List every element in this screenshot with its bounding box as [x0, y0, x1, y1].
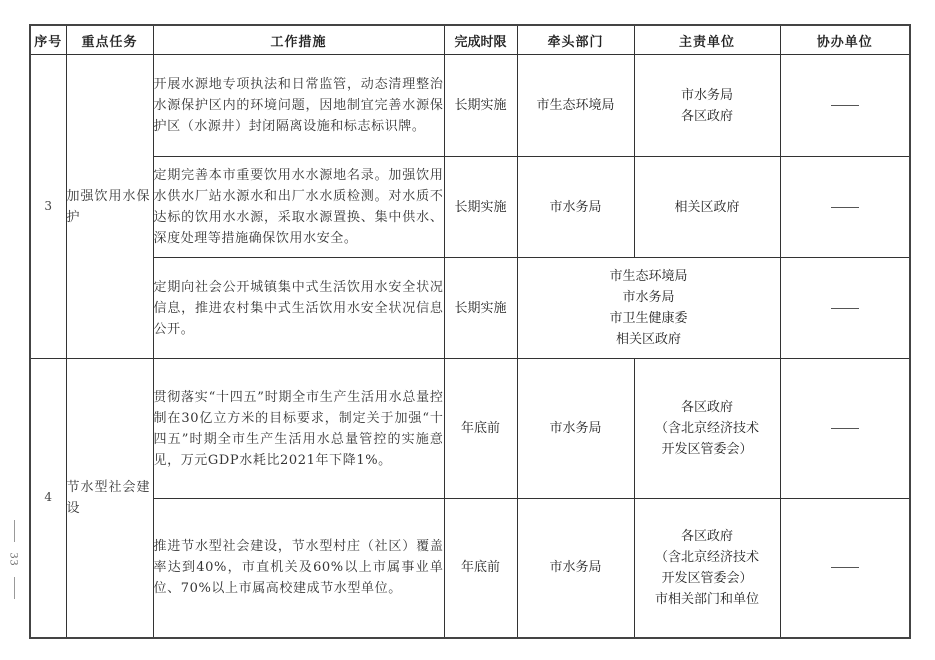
- table-row: [30, 499, 910, 638]
- responsible-line: （含北京经济技术: [654, 549, 759, 565]
- dash-placeholder: [831, 308, 859, 309]
- deadline-cell: 长期实施: [444, 55, 517, 157]
- dash-placeholder: [831, 207, 859, 208]
- lead-cell: 市水务局: [517, 359, 634, 499]
- responsible-line: 开发区管委会）: [661, 442, 753, 457]
- measure-cell: 推进节水型社会建设，节水型村庄（社区）覆盖率达到40%，市直机关及60%以上市属事业单位、70%以上市属高校建成节水型单位。: [153, 499, 444, 638]
- measure-cell: 开展水源地专项执法和日常监管，动态清理整治水源保护区内的环境问题，因地制宜完善水源保护区（水源井）封闭隔离设施和标志标识牌。: [153, 55, 444, 157]
- header-lead: 牵头部门: [517, 25, 634, 55]
- measure-cell: 贯彻落实“十四五”时期全市生产生活用水总量控制在30亿立方米的目标要求，制定关于加强“十四五”时期全市生产生活用水总量管控的实施意见，万元GDP水耗比2021年下降1%。: [153, 359, 444, 499]
- page-number: [4, 520, 24, 640]
- assist-cell: [780, 55, 910, 157]
- lead-responsible-merged-cell: [517, 258, 780, 359]
- assist-cell: [780, 157, 910, 258]
- table-row: [30, 157, 910, 258]
- measure-cell: 定期完善本市重要饮用水水源地名录。加强饮用水供水厂站水源水和出厂水水质检测。对水质不达标的饮用水水源，采取水源置换、集中供水、深度处理等措施确保饮用水安全。: [153, 157, 444, 258]
- responsible-line: 市水务局: [680, 87, 733, 103]
- lead-cell: 市生态环境局: [517, 55, 634, 157]
- task-table: [29, 24, 911, 639]
- header-assist: 协办单位: [780, 25, 910, 55]
- task-cell: 加强饮用水保护: [66, 55, 153, 359]
- deadline-cell: 长期实施: [444, 258, 517, 359]
- responsible-cell: [634, 157, 780, 258]
- merged-line: 市生态环境局: [609, 269, 688, 284]
- responsible-line: 市相关部门和单位: [654, 591, 759, 607]
- lead-cell: 市水务局: [517, 157, 634, 258]
- header-seq: 序号: [30, 25, 66, 55]
- responsible-line: 各区政府: [680, 528, 733, 544]
- table-header-row: [30, 25, 910, 55]
- seq-cell: 4: [30, 359, 66, 638]
- responsible-cell: [634, 55, 780, 157]
- dash-placeholder: [831, 105, 859, 106]
- deadline-cell: 年底前: [444, 499, 517, 638]
- page-number-text: 33: [7, 552, 22, 567]
- merged-line: 市水务局: [622, 290, 675, 305]
- assist-cell: [780, 499, 910, 638]
- responsible-line: （含北京经济技术: [654, 421, 759, 436]
- responsible-line: 开发区管委会）: [661, 570, 753, 586]
- header-responsible: 主责单位: [634, 25, 780, 55]
- header-deadline: 完成时限: [444, 25, 517, 55]
- header-measure: 工作措施: [153, 25, 444, 55]
- assist-cell: [780, 359, 910, 499]
- deadline-cell: 年底前: [444, 359, 517, 499]
- assist-cell: [780, 258, 910, 359]
- responsible-cell: [634, 359, 780, 499]
- deadline-cell: 长期实施: [444, 157, 517, 258]
- merged-line: 相关区政府: [615, 332, 681, 347]
- dash-placeholder: [831, 428, 859, 429]
- lead-cell: 市水务局: [517, 499, 634, 638]
- responsible-line: 相关区政府: [674, 199, 740, 215]
- header-task: 重点任务: [66, 25, 153, 55]
- table-row: [30, 55, 910, 157]
- page-number-rule-top: [14, 520, 15, 542]
- seq-cell: 3: [30, 55, 66, 359]
- responsible-line: 各区政府: [680, 108, 733, 124]
- table-row: [30, 258, 910, 359]
- task-cell: 节水型社会建设: [66, 359, 153, 638]
- merged-line: 市卫生健康委: [609, 311, 688, 326]
- responsible-cell: [634, 499, 780, 638]
- responsible-line: 各区政府: [680, 400, 733, 415]
- page-number-rule-bottom: [14, 577, 15, 599]
- dash-placeholder: [831, 567, 859, 568]
- measure-cell: 定期向社会公开城镇集中式生活饮用水安全状况信息，推进农村集中式生活饮用水安全状况信息公开。: [153, 258, 444, 359]
- table-row: [30, 359, 910, 499]
